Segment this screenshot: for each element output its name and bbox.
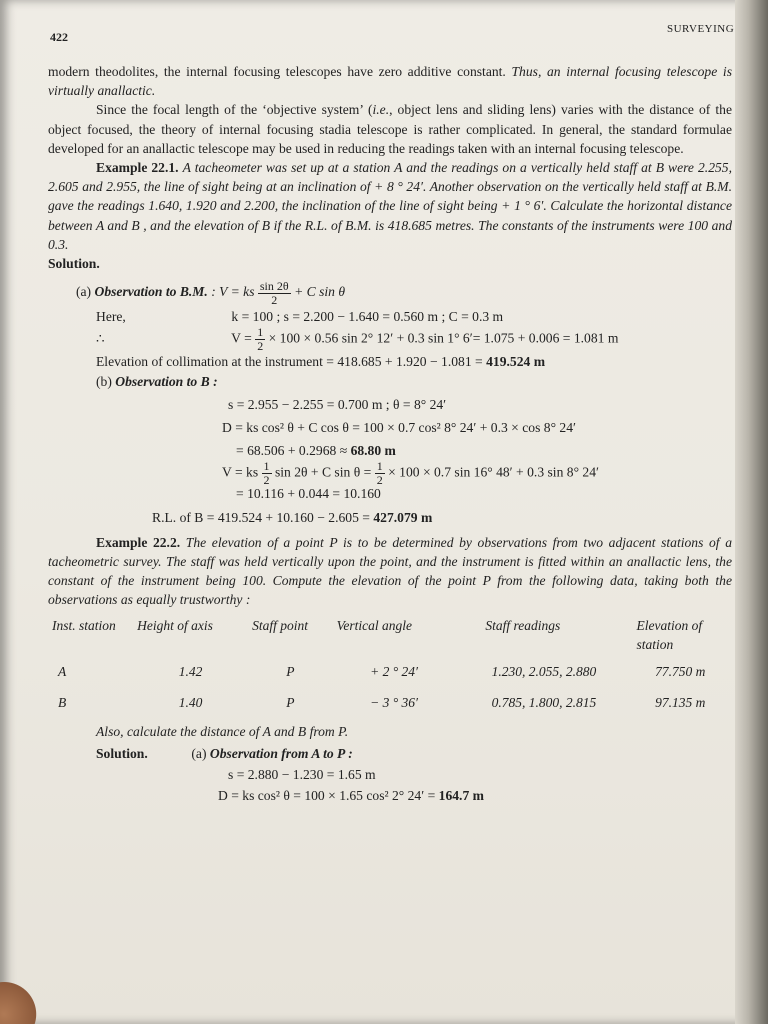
observation-b-line: (b) Observation to B : xyxy=(96,373,218,389)
example-22-2: Example 22.2. The elevation of a point P is to be determined by observations from two adjacent stations of a tacheometric survey. The staff was held vertically upon the point, and the instrument is fitted within an anallactic lens, the constant of the instrument being 100. Compute the elevation of the point P from the following data, taking both the observations as equally trustworthy : xyxy=(48,534,732,608)
adjacent-page-edge xyxy=(735,0,768,1024)
here-line: Here, k = 100 ; s = 2.200 − 1.640 = 0.560 m ; C = 0.3 m xyxy=(96,309,504,325)
rl-b-line: R.L. of B = 419.524 + 10.160 − 2.605 = 427.079 m xyxy=(152,509,433,525)
example-22-1: Example 22.1. A tacheometer was set up at a station A and the readings on a vertically held staff at B were 2.255, 2.605 and 2.955, the line of sight being at an inclination of + 8 ° 24′. Another observation on the vertically held staff at B.M. gave the readings 1.640, 1.920 and 2.200, the inclination of the line of sight being + 1 ° 6′. Calculate the horizontal distance between A and B , and the elevation of B if the R.L. of B.M. is 418.685 metres. The constants of the instruments were 100 and 0.3. xyxy=(48,160,732,252)
table-header: Staff readings xyxy=(485,617,561,633)
s-a-p-line: s = 2.880 − 1.230 = 1.65 m xyxy=(228,766,376,782)
s-b-line: s = 2.955 − 2.255 = 0.700 m ; θ = 8° 24′ xyxy=(228,396,447,412)
table-header: Staff point xyxy=(252,617,308,633)
table-header: Height of axis xyxy=(137,617,213,633)
table-header: Inst. station xyxy=(52,617,116,633)
table-row: B 1.40 P − 3 ° 36′ 0.785, 1.800, 2.815 97.135 m xyxy=(58,695,706,711)
running-head: SURVEYING xyxy=(667,23,735,35)
paragraph-focal-length: Since the focal length of the ‘objective system’ (i.e., object lens and sliding lens) varies with the distance of the object focused, the theory of internal focusing stadia telescope is rather complicated. In general, the standard formulae developed for an anallactic telescope may be used in reducing the readings taken with an internal focusing telescope. xyxy=(48,102,732,156)
table-header: Elevation of station xyxy=(636,617,703,652)
d-b-line: D = ks cos² θ + C cos θ = 100 × 0.7 cos² 8° 24′ + 0.3 × cos 8° 24′ xyxy=(222,420,576,436)
v-bm-line: ∴ V = $\frac{1}{2}$ × 100 × 0.56 sin 2° 12′ + 0.3 sin 1° 6′= 1.075 + 0.006 = 1.081 m xyxy=(96,325,619,354)
elevation-collimation-line: Elevation of collimation at the instrument = 418.685 + 1.920 − 1.081 = 419.524 m xyxy=(96,354,546,370)
solution-22-2 xyxy=(48,722,732,805)
observation-bm-line: (a) Observation to B.M. : V = ks $\frac{\sin 2\theta}{2}$ + C sin θ xyxy=(76,278,346,307)
thumb-shadow xyxy=(0,975,40,1024)
solution-22-1 xyxy=(48,279,732,527)
v-b-line: V = ks $\frac{1}{2}$ sin 2θ + C sin θ = $\frac{1}{2}$ × 100 × 0.7 sin 16° 48′ + 0.3 sin 8° 24′ xyxy=(222,459,599,488)
table-header-row xyxy=(48,614,728,656)
observation-table xyxy=(48,614,728,719)
also-line: Also, calculate the distance of A and B from P. xyxy=(96,724,349,740)
observation-a-p-line: Solution. (a) Observation from A to P : xyxy=(96,745,353,761)
page-number: 422 xyxy=(50,30,68,44)
paragraph-intro: modern theodolites, the internal focusing telescopes have zero additive constant. Thus, an internal focusing telescope is virtually anallactic. xyxy=(48,64,732,99)
d-result-line: = 68.506 + 0.2968 ≈ 68.80 m xyxy=(236,443,396,459)
table-row: A 1.42 P + 2 ° 24′ 1.230, 2.055, 2.880 77.750 m xyxy=(58,664,706,680)
page-content xyxy=(48,62,732,805)
solution-heading-1: Solution. xyxy=(48,256,100,272)
d-a-p-line: D = ks cos² θ = 100 × 1.65 cos² 2° 24′ = 164.7 m xyxy=(218,788,484,804)
table-header: Vertical angle xyxy=(336,617,412,633)
v-result-line: = 10.116 + 0.044 = 10.160 xyxy=(236,486,381,502)
